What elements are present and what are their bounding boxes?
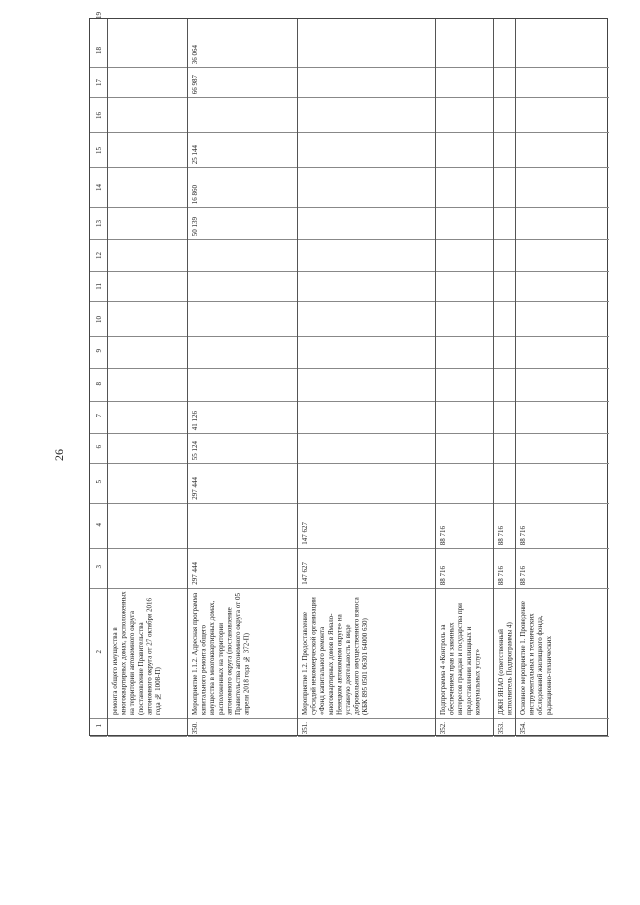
cell-value: 50 139 <box>191 216 199 236</box>
description-cell <box>516 589 609 719</box>
value-cell <box>516 98 609 133</box>
value-cell <box>494 464 515 504</box>
value-cell <box>436 98 493 133</box>
value-cell <box>436 168 493 208</box>
column-header-label: 7 <box>95 414 103 418</box>
row-description: Мероприятие 1.2. Предоставление субсидий некоммерческой организации «Фонд капитального ремонта многоквартирных домов в Ямало-Ненецком автономном округе» на уставную деятельность в виде добровольного имущественного взноса (КБК 895 0501 06301 64000 630) <box>301 597 370 715</box>
column-header-cell <box>90 208 107 240</box>
value-cell <box>298 504 435 549</box>
value-cell <box>108 272 187 302</box>
column-header-label: 19 <box>95 12 103 19</box>
value-cell <box>108 549 187 589</box>
column-header-label: 6 <box>95 445 103 449</box>
cell-value: 147 627 <box>301 562 309 585</box>
cell-value: 88 716 <box>497 525 505 545</box>
value-cell <box>436 337 493 369</box>
column-header-label: 1 <box>95 724 103 728</box>
value-cell <box>188 98 297 133</box>
value-cell <box>298 434 435 464</box>
column-header-cell <box>90 133 107 168</box>
cell-value: 16 860 <box>191 184 199 204</box>
value-cell <box>516 0 609 33</box>
row-description: Мероприятие 1.1.2. Адресная программа капитального ремонта общего имущества в многоквартирных домах, расположенных на территории автономного округа (постановление Правительства автономного округа от 05 апреля 2018 года № 372-П) <box>191 592 251 715</box>
value-cell <box>108 240 187 272</box>
value-cell <box>188 337 297 369</box>
value-cell <box>298 98 435 133</box>
value-cell <box>516 33 609 68</box>
row-number-cell <box>494 719 515 737</box>
value-cell <box>494 434 515 464</box>
value-cell <box>494 33 515 68</box>
value-cell <box>436 504 493 549</box>
cell-value: 41 126 <box>191 410 199 430</box>
column-header-label: 17 <box>95 79 103 86</box>
column-header-label: 11 <box>95 283 103 290</box>
column-header-label: 10 <box>95 315 103 323</box>
table-row <box>436 19 494 735</box>
value-cell <box>516 133 609 168</box>
column-header-label: 12 <box>95 252 103 259</box>
value-cell <box>494 208 515 240</box>
value-cell <box>516 434 609 464</box>
value-cell <box>516 302 609 337</box>
cell-value: 297 444 <box>191 562 199 585</box>
value-cell <box>108 434 187 464</box>
column-header-label: 2 <box>95 650 103 654</box>
table-row <box>494 19 516 735</box>
row-number: 351. <box>301 721 309 734</box>
column-header-cell <box>90 272 107 302</box>
value-cell <box>298 464 435 504</box>
column-header-label: 3 <box>95 565 103 569</box>
value-cell <box>436 133 493 168</box>
value-cell <box>108 68 187 98</box>
value-cell <box>494 133 515 168</box>
value-cell <box>298 208 435 240</box>
value-cell <box>494 402 515 434</box>
value-cell <box>108 504 187 549</box>
value-cell <box>516 337 609 369</box>
row-number: 353. <box>497 721 505 734</box>
value-cell <box>298 549 435 589</box>
cell-value: 55 124 <box>191 440 199 460</box>
column-header-label: 13 <box>95 220 103 227</box>
value-cell <box>436 240 493 272</box>
value-cell <box>108 369 187 402</box>
cell-value: 88 716 <box>497 565 505 585</box>
column-header-cell <box>90 504 107 549</box>
value-cell <box>436 302 493 337</box>
column-header-cell <box>90 719 107 737</box>
value-cell <box>298 240 435 272</box>
value-cell <box>188 549 297 589</box>
value-cell <box>494 168 515 208</box>
value-cell <box>516 168 609 208</box>
value-cell <box>188 168 297 208</box>
cell-value: 66 987 <box>191 74 199 94</box>
value-cell <box>494 302 515 337</box>
row-number-cell <box>298 719 435 737</box>
cell-value: 36 064 <box>191 44 199 64</box>
value-cell <box>494 68 515 98</box>
cell-value: 88 716 <box>439 525 447 545</box>
row-number: 354. <box>519 721 527 734</box>
value-cell <box>108 33 187 68</box>
value-cell <box>188 240 297 272</box>
value-cell <box>188 369 297 402</box>
value-cell <box>108 0 187 33</box>
value-cell <box>436 464 493 504</box>
column-header-cell <box>90 302 107 337</box>
cell-value: 88 716 <box>439 565 447 585</box>
value-cell <box>516 464 609 504</box>
value-cell <box>516 240 609 272</box>
row-number-cell <box>516 719 609 737</box>
column-header-cell <box>90 549 107 589</box>
value-cell <box>516 208 609 240</box>
table-row <box>516 19 609 735</box>
value-cell <box>108 133 187 168</box>
value-cell <box>188 33 297 68</box>
value-cell <box>188 0 297 33</box>
column-header-cell <box>90 464 107 504</box>
cell-value: 25 144 <box>191 144 199 164</box>
column-header-label: 9 <box>95 349 103 353</box>
value-cell <box>436 434 493 464</box>
value-cell <box>494 549 515 589</box>
value-cell <box>108 464 187 504</box>
column-header-cell <box>90 33 107 68</box>
value-cell <box>108 302 187 337</box>
table-row <box>188 19 298 735</box>
row-number-cell <box>188 719 297 737</box>
row-number-cell <box>108 719 187 737</box>
column-header-cell <box>90 369 107 402</box>
row-description: ДЖН ЯНАО (ответственный исполнитель Подпрограммы 4) <box>497 622 514 715</box>
value-cell <box>298 0 435 33</box>
value-cell <box>516 504 609 549</box>
row-number: 352. <box>439 721 447 734</box>
value-cell <box>188 402 297 434</box>
cell-value: 147 627 <box>301 522 309 545</box>
value-cell <box>436 402 493 434</box>
value-cell <box>516 549 609 589</box>
value-cell <box>494 0 515 33</box>
value-cell <box>108 208 187 240</box>
value-cell <box>298 33 435 68</box>
cell-value: 297 444 <box>191 477 199 500</box>
column-header-label: 8 <box>95 381 103 385</box>
value-cell <box>298 68 435 98</box>
value-cell <box>188 272 297 302</box>
value-cell <box>436 68 493 98</box>
value-cell <box>188 434 297 464</box>
column-header-label: 4 <box>95 522 103 526</box>
column-header-label: 14 <box>95 184 103 191</box>
value-cell <box>516 369 609 402</box>
value-cell <box>298 168 435 208</box>
column-header-cell <box>90 0 107 33</box>
description-cell <box>188 589 297 719</box>
column-header-cell <box>90 434 107 464</box>
description-cell <box>108 589 187 719</box>
value-cell <box>436 272 493 302</box>
page-number: 26 <box>52 449 66 461</box>
column-header-cell <box>90 589 107 719</box>
cell-value: 88 716 <box>519 525 527 545</box>
value-cell <box>108 402 187 434</box>
value-cell <box>436 369 493 402</box>
budget-table <box>89 12 608 736</box>
value-cell <box>494 272 515 302</box>
value-cell <box>298 402 435 434</box>
value-cell <box>436 0 493 33</box>
value-cell <box>494 98 515 133</box>
column-header-cell <box>90 98 107 133</box>
value-cell <box>298 272 435 302</box>
value-cell <box>436 208 493 240</box>
cell-value: 88 716 <box>519 565 527 585</box>
row-number-cell <box>436 719 493 737</box>
value-cell <box>188 208 297 240</box>
value-cell <box>494 504 515 549</box>
value-cell <box>298 369 435 402</box>
value-cell <box>516 68 609 98</box>
column-header-label: 15 <box>95 146 103 154</box>
column-header-cell <box>90 168 107 208</box>
value-cell <box>188 302 297 337</box>
value-cell <box>188 133 297 168</box>
value-cell <box>436 549 493 589</box>
description-cell <box>298 589 435 719</box>
value-cell <box>298 302 435 337</box>
column-header-label: 16 <box>95 111 103 119</box>
value-cell <box>108 337 187 369</box>
column-header-cell <box>90 240 107 272</box>
row-description: Подпрограмма 4 «Контроль за обеспечением прав и законных интересов граждан и государства при предоставлении жилищных и коммунальных услуг» <box>439 603 482 715</box>
value-cell <box>436 33 493 68</box>
value-cell <box>516 402 609 434</box>
value-cell <box>188 504 297 549</box>
row-description: Основное мероприятие 1. Проведение инструментальных и технических обследований жилищного фонда, радиационно-технических <box>519 601 553 715</box>
header-band <box>90 12 108 735</box>
value-cell <box>188 464 297 504</box>
description-cell <box>494 589 515 719</box>
table-row <box>108 19 188 735</box>
value-cell <box>494 240 515 272</box>
value-cell <box>494 369 515 402</box>
value-cell <box>494 337 515 369</box>
column-header-label: 18 <box>95 46 103 54</box>
column-header-label: 5 <box>95 480 103 484</box>
column-header-cell <box>90 68 107 98</box>
row-description: ремонта общего имущества в многоквартирных домах, расположенных на территории автономного округа (постановление Правительства автономного округа от 27 октября 2016 года № 1008-П) <box>111 591 162 715</box>
table-row <box>298 19 436 735</box>
column-header-cell <box>90 337 107 369</box>
column-header-cell <box>90 402 107 434</box>
value-cell <box>298 337 435 369</box>
row-number: 350. <box>191 721 199 734</box>
value-cell <box>108 98 187 133</box>
value-cell <box>108 168 187 208</box>
value-cell <box>188 68 297 98</box>
value-cell <box>516 272 609 302</box>
value-cell <box>298 133 435 168</box>
description-cell <box>436 589 493 719</box>
